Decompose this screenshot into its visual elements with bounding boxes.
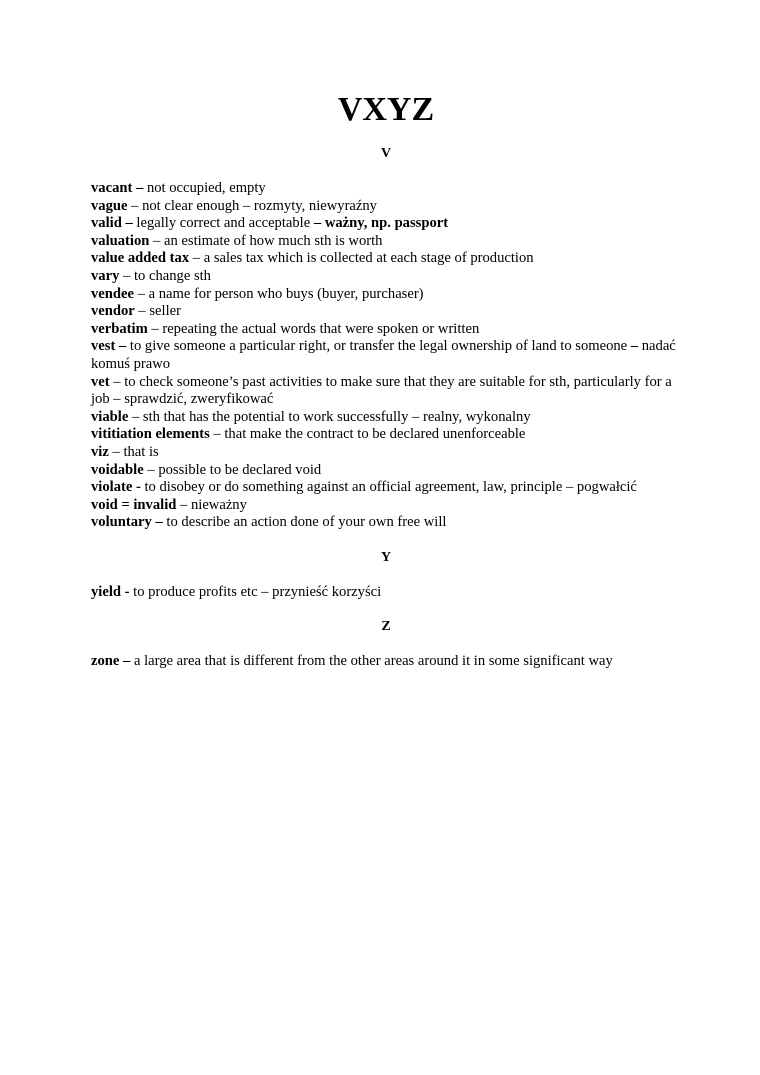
entry-term: vititiation elements — [91, 426, 210, 443]
entry-term: viz — [91, 443, 109, 460]
entry-term: vendee — [91, 285, 134, 302]
entry-dash: – — [630, 338, 639, 355]
document-page — [91, 88, 681, 671]
entry-definition: a large area that is different from the other areas around it in some significant way — [130, 653, 613, 670]
entry-definition: – a name for person who buys (buyer, purchaser) — [133, 285, 424, 302]
entry-term: valid – — [91, 215, 133, 232]
entry-term: voidable — [91, 461, 144, 478]
entry-term: vest – — [91, 338, 127, 355]
entry-definition: to produce profits etc – przynieść korzyści — [129, 583, 382, 600]
page-title: VXYZ — [337, 91, 435, 128]
entry-term: violate - — [91, 479, 141, 496]
section-heading-y: Y — [380, 549, 392, 565]
entry-definition: – to change sth — [119, 267, 211, 284]
spacer — [91, 567, 681, 584]
entry-term: vague — [91, 197, 128, 214]
entry-term: void = invalid — [91, 496, 177, 513]
entry-term: voluntary – — [91, 514, 163, 531]
entry-definition: – a sales tax which is collected at each stage of production — [189, 250, 534, 267]
spacer — [91, 636, 681, 653]
entry-term: vet — [91, 373, 110, 390]
entry-definition: – sth that has the potential to work successfully – realny, wykonalny — [128, 408, 531, 425]
section-heading-v: V — [380, 146, 392, 161]
entry-definition: not occupied, empty — [143, 180, 266, 196]
glossary-entry — [91, 198, 681, 216]
glossary-entry — [91, 479, 681, 497]
entry-term: valuation — [91, 232, 150, 249]
entry-definition: to describe an action done of your own free will — [162, 514, 447, 531]
glossary-entry — [91, 303, 681, 321]
entry-definition: to disobey or do something against an official agreement, law, principle – pogwałcić — [140, 479, 637, 496]
entry-definition: – not clear enough – rozmyty, niewyraźny — [127, 197, 377, 214]
entry-definition: – an estimate of how much sth is worth — [149, 232, 383, 249]
glossary-entry — [91, 338, 681, 373]
glossary-entry — [91, 374, 681, 409]
entry-translation: – ważny, np. passport — [313, 215, 449, 232]
glossary-entry — [91, 215, 681, 233]
glossary-entry — [91, 233, 681, 251]
entry-definition: – that is — [108, 443, 159, 460]
glossary-entry — [91, 514, 681, 532]
entry-definition: – seller — [134, 303, 181, 320]
glossary-entry — [91, 497, 681, 515]
entry-term: vacant – — [91, 180, 144, 196]
glossary-entry — [91, 444, 681, 462]
entry-term: viable — [91, 408, 129, 425]
entry-term: value added tax — [91, 250, 190, 267]
glossary-entry — [91, 321, 681, 339]
section-heading-z: Z — [381, 619, 391, 635]
spacer — [91, 601, 681, 618]
glossary-list-v — [91, 180, 681, 532]
entry-definition: – to check someone’s past activities to make sure that they are suitable for sth, particularly for a job – sprawdzić, zweryfikować — [91, 373, 672, 408]
entry-definition: – repeating the actual words that were spoken or written — [147, 320, 480, 337]
entry-definition: to give someone a particular right, or transfer the legal ownership of land to someone — [126, 338, 631, 355]
entry-definition: – possible to be declared void — [143, 461, 322, 478]
entry-term: yield - — [91, 583, 130, 600]
entry-definition: legally correct and acceptable — [132, 215, 314, 232]
glossary-entry — [91, 250, 681, 268]
entry-term: zone – — [91, 653, 131, 670]
glossary-entry — [91, 584, 681, 602]
glossary-entry — [91, 409, 681, 427]
glossary-list-z — [91, 653, 681, 671]
glossary-entry — [91, 426, 681, 444]
entry-definition: – that make the contract to be declared unenforceable — [209, 426, 526, 443]
glossary-entry — [91, 180, 681, 198]
glossary-entry — [91, 462, 681, 480]
spacer — [91, 163, 681, 180]
entry-translation: nadać komuś prawo — [91, 338, 676, 372]
spacer — [91, 532, 681, 549]
entry-term: vendor — [91, 303, 135, 320]
entry-term: verbatim — [91, 320, 148, 337]
entry-term: vary — [91, 267, 120, 284]
glossary-entry — [91, 268, 681, 286]
glossary-entry — [91, 653, 681, 671]
entry-definition: – nieważny — [176, 496, 247, 513]
glossary-entry — [91, 286, 681, 304]
glossary-list-y — [91, 584, 681, 602]
